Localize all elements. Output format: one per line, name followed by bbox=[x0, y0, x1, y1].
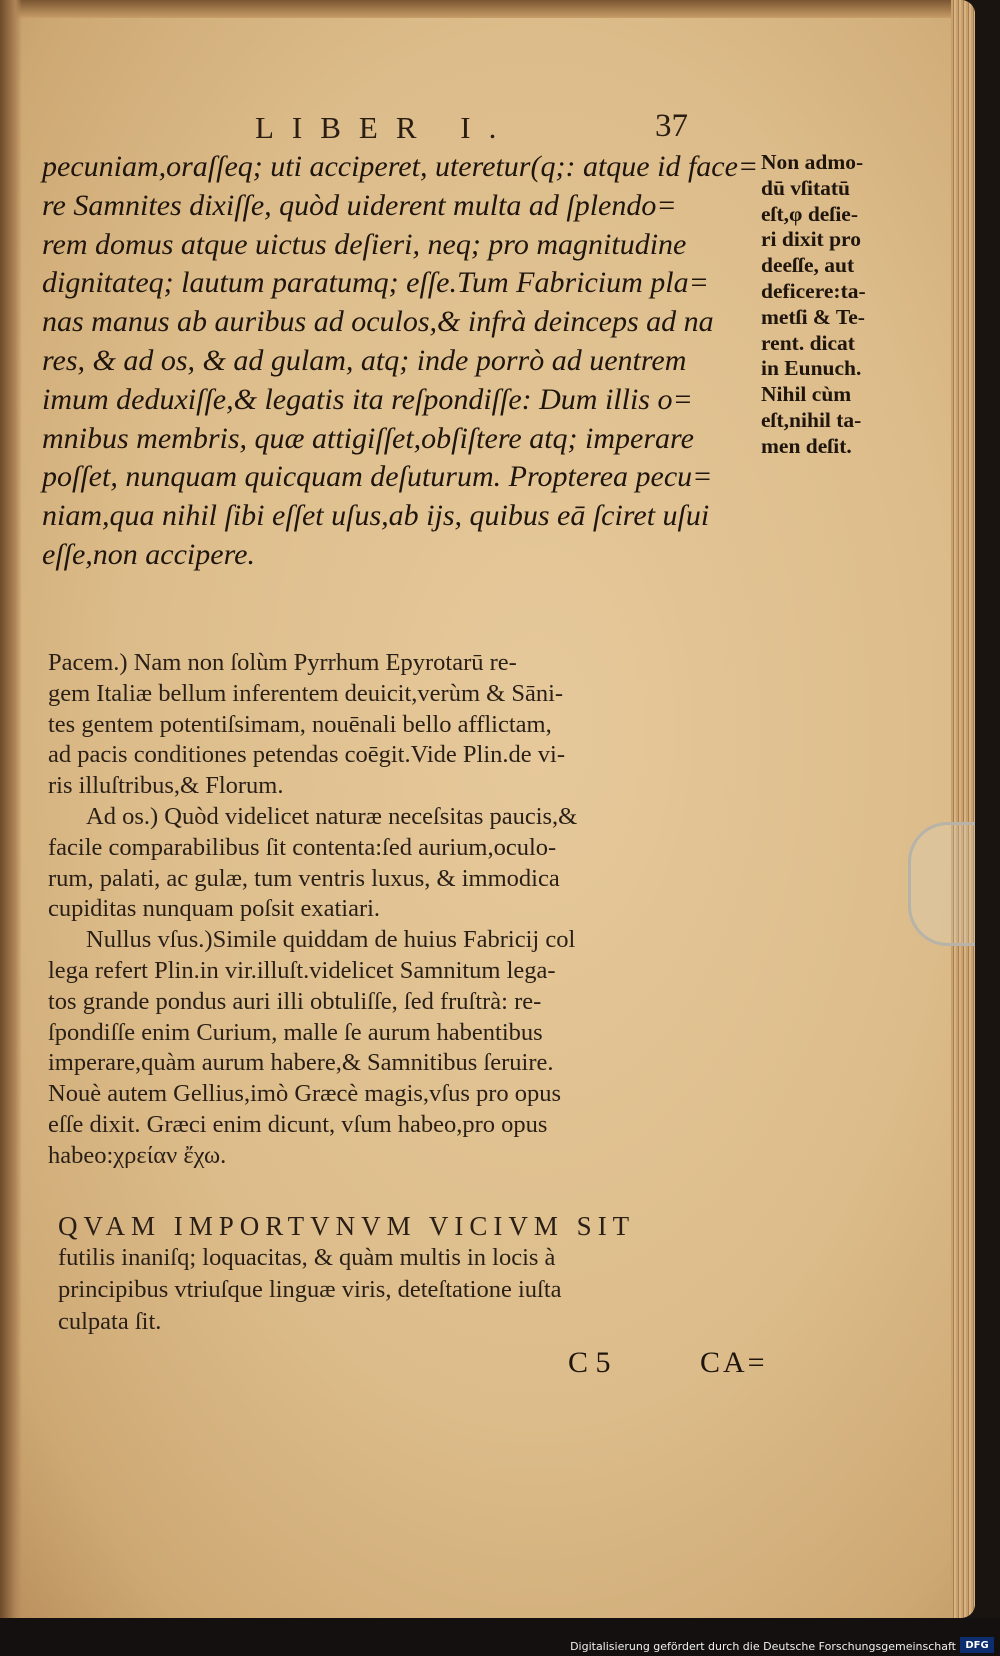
main-text-line: imum deduxiſſe,& legatis ita reſpondiſſe: Dum illis o= bbox=[42, 382, 693, 416]
commentary-block bbox=[48, 648, 768, 1172]
main-text-line: nas manus ab auribus ad oculos,& infrà deinceps ad na bbox=[42, 305, 714, 339]
commentary-line: gem Italiæ bellum inferentem deuicit,verùm & Sāni- bbox=[48, 679, 564, 707]
main-text-block bbox=[42, 148, 758, 575]
catchword: CA= bbox=[700, 1346, 768, 1379]
main-text-line: niam,qua nihil ſibi eſſet uſus,ab ijs, quibus eā ſciret uſui bbox=[42, 499, 710, 533]
margin-note-line: rent. dicat bbox=[761, 330, 855, 355]
footer-credit: Digitalisierung gefördert durch die Deutsche Forschungsgemeinschaft bbox=[570, 1640, 956, 1653]
commentary-line: tos grande pondus auri illi obtuliſſe, ſed fruſtrà: re- bbox=[48, 987, 542, 1015]
margin-note-line: Nihil cùm bbox=[761, 382, 852, 407]
page-gutter bbox=[0, 0, 22, 1618]
commentary-line: ris illuſtribus,& Florum. bbox=[48, 772, 284, 800]
commentary-line: ad pacis conditiones petendas coēgit.Vide Plin.de vi- bbox=[48, 741, 565, 769]
main-text-line: pecuniam,oraſſeq; uti acciperet, uteretur(q;: atque id face= bbox=[42, 150, 759, 183]
margin-note-line: deeſſe, aut bbox=[761, 253, 855, 278]
commentary-line: Ad os.) Quòd videlicet naturæ neceſsitas paucis,& bbox=[86, 802, 578, 830]
margin-note-line: metſi & Te- bbox=[761, 304, 865, 329]
margin-note bbox=[761, 150, 929, 460]
margin-note-line: Non admo- bbox=[761, 150, 864, 174]
running-head: LIBER I. bbox=[255, 110, 515, 145]
margin-note-line: deficere:ta- bbox=[761, 278, 866, 303]
commentary-line: facile comparabilibus ſit contenta:ſed aurium,oculo- bbox=[48, 833, 557, 861]
commentary-line: rum, palati, ac gulæ, tum ventris luxus, & immodica bbox=[48, 864, 560, 892]
main-text-line: eſſe,non accipere. bbox=[42, 537, 255, 571]
commentary-line: Nouè autem Gellius,imò Græcè magis,vſus pro opus bbox=[48, 1080, 562, 1108]
chapter-heading-caps: QVAM IMPORTVNVM VICIVM SIT bbox=[58, 1211, 636, 1241]
chapter-heading-line: futilis inaniſq; loquacitas, & quàm multis in locis à bbox=[58, 1244, 556, 1271]
page-fore-edge bbox=[951, 0, 975, 1618]
dfg-logo-icon: DFG bbox=[960, 1637, 994, 1653]
chapter-heading-line: principibus vtriuſque linguæ viris, deteſtatione iuſta bbox=[58, 1276, 562, 1303]
margin-note-line: eſt,nihil ta- bbox=[761, 407, 862, 432]
main-text-line: mnibus membris, quæ attigiſſet,obſiſtere atq; imperare bbox=[42, 421, 694, 455]
chapter-heading bbox=[58, 1210, 778, 1338]
chapter-heading-line: culpata ſit. bbox=[58, 1308, 162, 1335]
commentary-line: ſpondiſſe enim Curium, malle ſe aurum habentibus bbox=[48, 1018, 543, 1046]
main-text-line: res, & ad os, & ad gulam, atq; inde porrò ad uentrem bbox=[42, 343, 687, 377]
main-text-line: rem domus atque uictus deſieri, neq; pro magnitudine bbox=[42, 227, 687, 261]
page-top-edge bbox=[0, 0, 975, 18]
page-clip-icon bbox=[908, 822, 975, 946]
commentary-line: Pacem.) Nam non ſolùm Pyrrhum Epyrotarū re- bbox=[48, 649, 517, 676]
margin-note-line: men deſit. bbox=[761, 433, 852, 458]
commentary-line: Nullus vſus.)Simile quiddam de huius Fabricij col bbox=[86, 926, 576, 954]
page-number: 37 bbox=[655, 108, 688, 144]
margin-note-line: ri dixit pro bbox=[761, 227, 861, 252]
commentary-line: eſſe dixit. Græci enim dicunt, vſum habeo,pro opus bbox=[48, 1110, 548, 1138]
commentary-line: lega refert Plin.in vir.illuſt.videlicet Samnitum lega- bbox=[48, 956, 556, 984]
main-text-line: poſſet, nunquam quicquam deſuturum. Propterea pecu= bbox=[42, 460, 713, 494]
commentary-line: tes gentem potentiſsimam, nouēnali bello afflictam, bbox=[48, 710, 552, 738]
main-text-line: re Samnites dixiſſe, quòd uiderent multa ad ſplendo= bbox=[42, 188, 677, 222]
margin-note-line: eſt,φ deſie- bbox=[761, 201, 858, 226]
commentary-line: imperare,quàm aurum habere,& Samnitibus ſeruire. bbox=[48, 1049, 554, 1077]
margin-note-line: dū vſitatū bbox=[761, 175, 851, 200]
commentary-line: habeo:χρείαν ἔχω. bbox=[48, 1141, 227, 1169]
main-text-line: dignitateq; lautum paratumq; eſſe.Tum Fabricium pla= bbox=[42, 266, 709, 300]
commentary-line: cupiditas nunquam poſsit exatiari. bbox=[48, 895, 381, 923]
signature-mark: C 5 bbox=[568, 1346, 611, 1379]
margin-note-line: in Eunuch. bbox=[761, 356, 862, 381]
